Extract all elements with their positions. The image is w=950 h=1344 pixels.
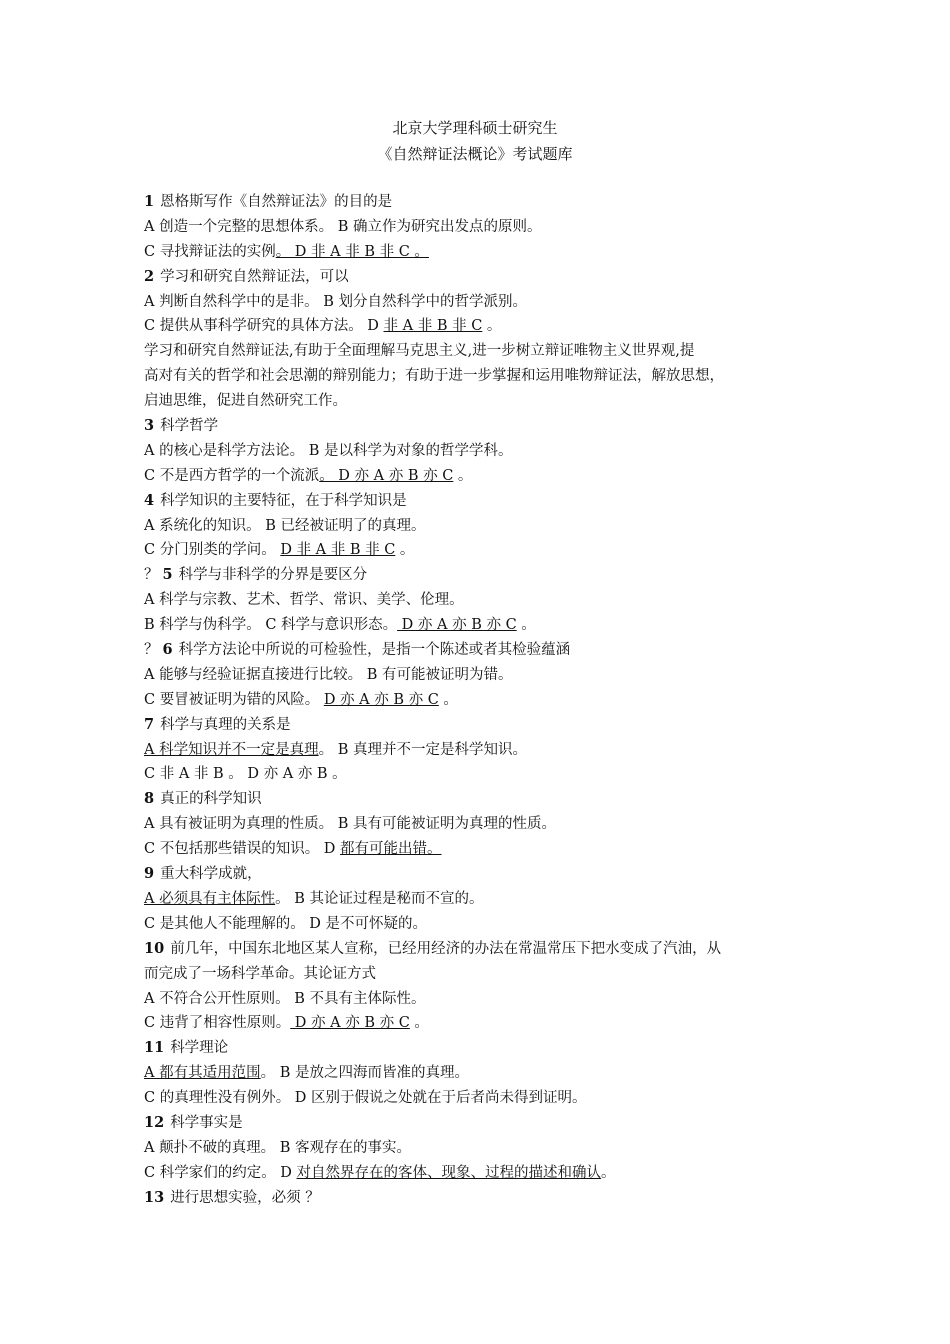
text-line: [144, 339, 834, 364]
underlined-answer: A 都有其适用范围: [144, 1065, 261, 1082]
text-segment: C 的真理性没有例外。 D 区别于假说之处就在于后者尚未得到证明。: [144, 1090, 587, 1107]
text-segment: A 不符合公开性原则。 B 不具有主体际性。: [144, 990, 426, 1007]
text-line: [144, 1061, 834, 1086]
text-line: [144, 1136, 834, 1161]
text-segment: C 违背了相容性原则。: [144, 1015, 291, 1032]
text-line: [144, 314, 834, 339]
text-line: [144, 514, 834, 539]
question-number: 9: [144, 865, 155, 883]
text-line: [144, 265, 834, 290]
question-number: 6: [162, 641, 173, 659]
document-subtitle: 《自然辩证法概论》考试题库: [377, 145, 573, 163]
text-segment: C 是其他人不能理解的。 D 是不可怀疑的。: [144, 915, 428, 932]
question-number: 10: [144, 939, 165, 957]
text-line: [144, 563, 834, 588]
text-line: [144, 190, 834, 215]
text-segment: 恩格斯写作《自然辩证法》的目的是: [160, 194, 393, 210]
text-segment: 。: [516, 617, 536, 634]
text-line: [144, 613, 834, 638]
text-segment: 学习和研究自然辩证法,有助于全面理解马克思主义,进一步树立辩证唯物主义世界观,提: [144, 343, 695, 360]
text-segment: A 科学与宗教、艺术、哲学、常识、美学、伦理。: [144, 592, 464, 609]
question-list: [144, 190, 834, 1211]
text-segment: 。: [601, 1164, 616, 1181]
question-number: 1: [144, 193, 155, 210]
text-line: [144, 538, 834, 563]
underlined-answer: 非 A 非 B 非 C: [383, 318, 483, 335]
text-line: [144, 439, 834, 464]
text-line: [144, 987, 834, 1012]
text-line: [144, 464, 834, 489]
text-segment: C 提供从事科学研究的具体方法。 D: [144, 318, 384, 335]
text-line: [144, 912, 834, 937]
question-number: 12: [144, 1113, 165, 1131]
text-segment: 。 B 真理并不一定是科学知识。: [318, 741, 527, 758]
text-line: [144, 1036, 834, 1061]
question-number: 4: [144, 491, 155, 509]
text-line: [144, 364, 834, 389]
document-title: 北京大学理科硕士研究生: [392, 119, 558, 137]
underlined-answer: 。 D 非 A 非 B 非 C 。: [275, 243, 429, 260]
text-segment: 。: [409, 1015, 429, 1032]
question-number: 8: [144, 790, 155, 808]
text-line: [144, 1186, 834, 1211]
text-segment: B 科学与伪科学。 C 科学与意识形态。: [144, 617, 398, 634]
text-line: [144, 638, 834, 663]
text-line: [144, 1111, 834, 1136]
text-line: [144, 787, 834, 812]
text-segment: A 系统化的知识。 B 已经被证明了的真理。: [144, 517, 426, 534]
underlined-answer: D 亦 A 亦 B 亦 C: [290, 1015, 410, 1032]
text-line: [144, 588, 834, 613]
question-number: 3: [144, 417, 155, 435]
text-segment: 高对有关的哲学和社会思潮的辩别能力；有助于进一步掌握和运用唯物辩证法，解放思想，: [144, 368, 724, 385]
text-line: [144, 762, 834, 787]
underlined-answer: D 非 A 非 B 非 C: [280, 542, 396, 559]
text-segment: C 要冒被证明为错的风险。: [144, 691, 324, 708]
text-segment: A 判断自然科学中的是非。 B 划分自然科学中的哲学派别。: [144, 293, 527, 310]
text-segment: 科学方法论中所说的可检验性，是指一个陈述或者其检验蕴涵: [178, 642, 571, 659]
text-segment: A 能够与经验证据直接进行比较。 B 有可能被证明为错。: [144, 666, 513, 683]
text-line: [144, 738, 834, 763]
text-segment: 。: [438, 691, 458, 708]
text-segment: C 不是西方哲学的一个流派: [144, 467, 320, 484]
text-segment: 。: [482, 318, 502, 335]
question-number: 13: [144, 1188, 165, 1206]
text-segment: 真正的科学知识: [160, 791, 262, 808]
text-segment: 前几年，中国东北地区某人宣称，已经用经济的办法在常温常压下把水变成了汽油，从: [170, 940, 722, 957]
text-segment: 科学理论: [170, 1040, 229, 1057]
text-line: [144, 862, 834, 887]
text-line: [144, 688, 834, 713]
text-segment: A 的核心是科学方法论。 B 是以科学为对象的哲学学科。: [144, 442, 513, 459]
question-mark: ？: [144, 642, 159, 659]
text-segment: 科学事实是: [170, 1114, 243, 1131]
underlined-answer: 。 D 亦 A 亦 B 亦 C: [319, 467, 454, 484]
question-number: 11: [144, 1039, 165, 1057]
text-segment: C 科学家们的约定。 D: [144, 1164, 297, 1181]
underlined-answer: 都有可能出错。: [340, 841, 442, 858]
text-segment: C 寻找辩证法的实例: [144, 243, 276, 260]
text-line: [144, 937, 834, 962]
underlined-answer: D 亦 A 亦 B 亦 C: [397, 617, 517, 634]
text-segment: 而完成了一场科学革命。其论证方式: [144, 965, 376, 982]
text-segment: 。 B 其论证过程是秘而不宣的。: [275, 890, 484, 907]
text-segment: 进行思想实验，必须 ？: [170, 1189, 320, 1206]
text-line: [144, 663, 834, 688]
text-line: [144, 240, 834, 265]
text-segment: 科学与真理的关系是: [160, 716, 291, 733]
text-line: [144, 1011, 834, 1036]
underlined-answer: A 科学知识并不一定是真理: [144, 741, 319, 758]
text-segment: 学习和研究自然辩证法，可以: [160, 268, 349, 285]
text-line: [144, 215, 834, 240]
question-number: 2: [144, 267, 155, 285]
question-number: 7: [144, 715, 155, 733]
text-segment: 科学哲学: [160, 418, 219, 435]
text-segment: C 分门别类的学问。: [144, 542, 281, 559]
underlined-answer: D 亦 A 亦 B 亦 C: [323, 691, 439, 708]
text-line: [144, 1086, 834, 1111]
text-line: [144, 962, 834, 987]
underlined-answer: 对自然界存在的客体、现象、过程的描述和确认: [296, 1164, 602, 1181]
text-line: [144, 812, 834, 837]
text-segment: 重大科学成就，: [160, 866, 262, 883]
text-segment: A 创造一个完整的思想体系。 B 确立作为研究出发点的原则。: [144, 218, 542, 235]
text-line: [144, 1161, 834, 1186]
question-mark: ？: [144, 567, 159, 584]
text-line: [144, 290, 834, 315]
text-segment: 科学与非科学的分界是要区分: [178, 567, 368, 584]
text-segment: 。: [453, 467, 473, 484]
text-segment: 启迪思维，促进自然研究工作。: [144, 393, 347, 410]
text-segment: C 不包括那些错误的知识。 D: [144, 841, 341, 858]
text-line: [144, 414, 834, 439]
text-segment: C 非 A 非 B 。 D 亦 A 亦 B 。: [144, 766, 347, 783]
text-segment: 。: [395, 542, 415, 559]
text-line: [144, 489, 834, 514]
question-number: 5: [162, 566, 173, 584]
text-line: [144, 389, 834, 414]
text-segment: A 颠扑不破的真理。 B 客观存在的事实。: [144, 1139, 411, 1156]
underlined-answer: A 必须具有主体际性: [144, 890, 276, 907]
text-line: [144, 713, 834, 738]
text-segment: 。 B 是放之四海而皆准的真理。: [260, 1065, 469, 1082]
text-segment: A 具有被证明为真理的性质。 B 具有可能被证明为真理的性质。: [144, 816, 556, 833]
text-segment: 科学知识的主要特征，在于科学知识是: [160, 492, 407, 509]
text-line: [144, 887, 834, 912]
text-line: [144, 837, 834, 862]
